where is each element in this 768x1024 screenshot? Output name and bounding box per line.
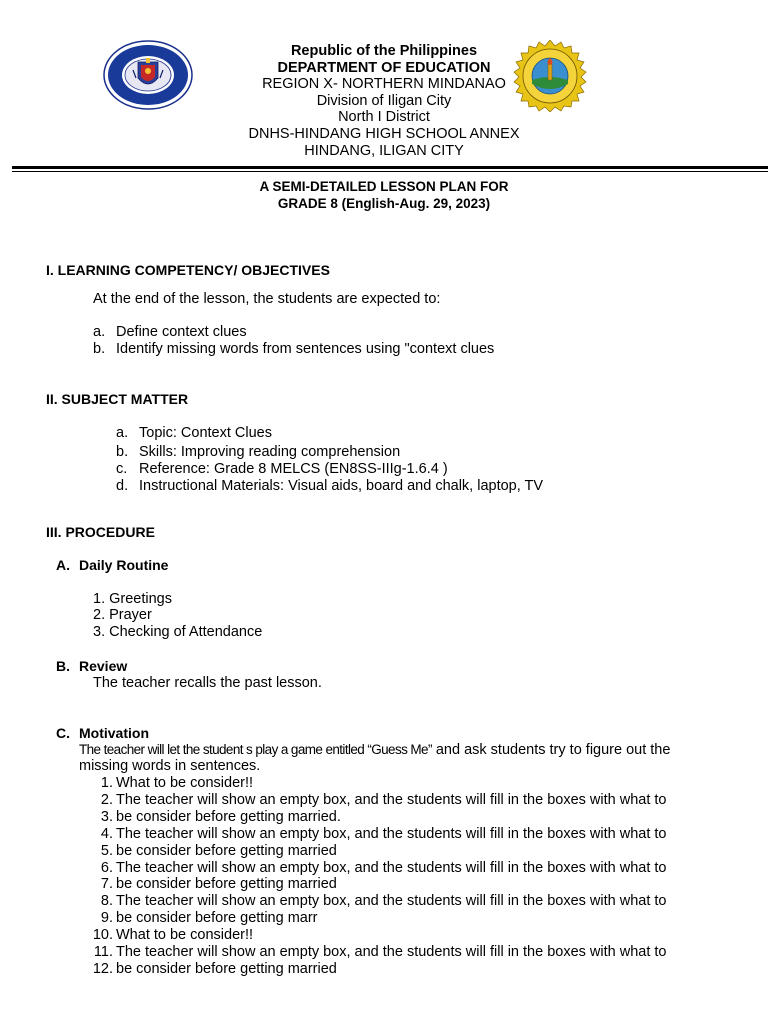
list-number: 6. [100, 859, 113, 876]
section-heading-procedure: III. PROCEDURE [46, 524, 155, 540]
header-region: REGION X- NORTHERN MINDANAO [262, 76, 506, 92]
list-number: 2. [100, 791, 113, 808]
list-marker: a. [93, 324, 106, 340]
motivation-intro [79, 741, 670, 759]
section-heading-subject-matter: II. SUBJECT MATTER [46, 391, 189, 407]
list-number: 11. [93, 944, 113, 960]
list-item-text: What to be consider!! [116, 775, 254, 791]
list-marker: b. [93, 341, 106, 357]
motivation-intro-part1: The teacher will let the student s play a game entitled “Guess Me” [79, 742, 432, 757]
list-item [90, 910, 318, 927]
list-item [116, 444, 400, 461]
subsection-title: Daily Routine [79, 557, 169, 573]
list-item-text: Identify missing words from sentences using "context clues [116, 341, 495, 357]
subsection-marker: C. [56, 725, 70, 741]
list-item-text: be consider before getting married [116, 960, 337, 977]
motivation-intro-part2: and ask students try to figure out the [431, 742, 671, 758]
list-item [90, 775, 254, 792]
list-item-text: The teacher will show an empty box, and the students will fill in the boxes with what to [116, 825, 667, 842]
header-department: DEPARTMENT OF EDUCATION [277, 60, 491, 76]
list-item [116, 425, 272, 442]
list-item-text: be consider before getting marr [116, 910, 318, 927]
list-item [90, 842, 337, 860]
list-marker: c. [116, 461, 128, 477]
header-divider-thin [12, 171, 768, 172]
list-number: 12. [92, 960, 113, 977]
header-location: HINDANG, ILIGAN CITY [304, 143, 464, 159]
list-item [116, 478, 543, 495]
list-number: 1. [100, 775, 113, 791]
document-title-line2: GRADE 8 (English-Aug. 29, 2023) [277, 196, 491, 211]
list-item [116, 461, 448, 478]
list-item [90, 859, 667, 877]
list-number: 7. [100, 876, 113, 893]
list-number: 4. [100, 825, 113, 842]
list-item-text: be consider before getting married. [116, 808, 341, 825]
subsection-heading-daily-routine [56, 557, 168, 573]
list-item: 2. Prayer [93, 607, 152, 623]
list-item-text: The teacher will show an empty box, and the students will fill in the boxes with what to [116, 791, 667, 808]
list-item [90, 927, 254, 944]
list-number: 8. [100, 893, 113, 910]
subsection-title: Review [79, 658, 128, 674]
subsection-heading-review [56, 658, 127, 674]
list-item [90, 876, 337, 893]
section-heading-objectives: I. LEARNING COMPETENCY/ OBJECTIVES [46, 262, 330, 278]
list-item-text: The teacher will show an empty box, and the students will fill in the boxes with what to [116, 944, 667, 960]
review-text: The teacher recalls the past lesson. [93, 675, 322, 691]
list-item-text: Reference: Grade 8 MELCS (EN8SS-IIIg-1.6.4 ) [139, 461, 448, 477]
document-title-line1: A SEMI-DETAILED LESSON PLAN FOR [259, 179, 509, 194]
list-item-text: The teacher will show an empty box, and the students will fill in the boxes with what to [116, 893, 667, 910]
list-marker: d. [116, 478, 129, 494]
list-item-text: The teacher will show an empty box, and the students will fill in the boxes with what to [116, 859, 667, 876]
subsection-marker: A. [56, 557, 70, 573]
list-item [90, 944, 667, 961]
list-number: 9. [100, 910, 113, 927]
list-marker: a. [116, 425, 129, 441]
list-item [90, 893, 667, 910]
list-item-text: be consider before getting married [116, 876, 337, 893]
list-marker: b. [116, 444, 129, 460]
list-item-text: Define context clues [116, 324, 247, 340]
list-item-text: Instructional Materials: Visual aids, board and chalk, laptop, TV [139, 478, 544, 494]
header-republic: Republic of the Philippines [290, 43, 478, 59]
list-item [93, 341, 494, 358]
header-division: Division of Iligan City [316, 93, 452, 109]
header-district: North I District [338, 109, 430, 125]
subsection-marker: B. [56, 658, 70, 674]
subsection-title: Motivation [79, 725, 149, 741]
motivation-intro-line2: missing words in sentences. [79, 758, 261, 774]
list-item [90, 791, 667, 809]
list-item-text: Skills: Improving reading comprehension [139, 444, 401, 460]
list-item-text: Topic: Context Clues [139, 425, 272, 441]
list-item-text: What to be consider!! [116, 927, 254, 944]
list-number: 3. [100, 808, 113, 825]
list-number: 10. [92, 927, 113, 944]
list-number: 5. [100, 842, 113, 859]
list-item: 1. Greetings [93, 591, 172, 607]
header-school: DNHS-HINDANG HIGH SCHOOL ANNEX [248, 126, 520, 142]
list-item [93, 324, 247, 341]
list-item [90, 960, 337, 978]
subsection-heading-motivation [56, 725, 149, 741]
list-item: 3. Checking of Attendance [93, 624, 263, 640]
objectives-intro: At the end of the lesson, the students are expected to: [93, 291, 441, 307]
list-item-text: be consider before getting married [116, 842, 337, 859]
list-item [90, 825, 667, 843]
header-divider-thick [12, 166, 768, 169]
list-item [90, 808, 341, 826]
